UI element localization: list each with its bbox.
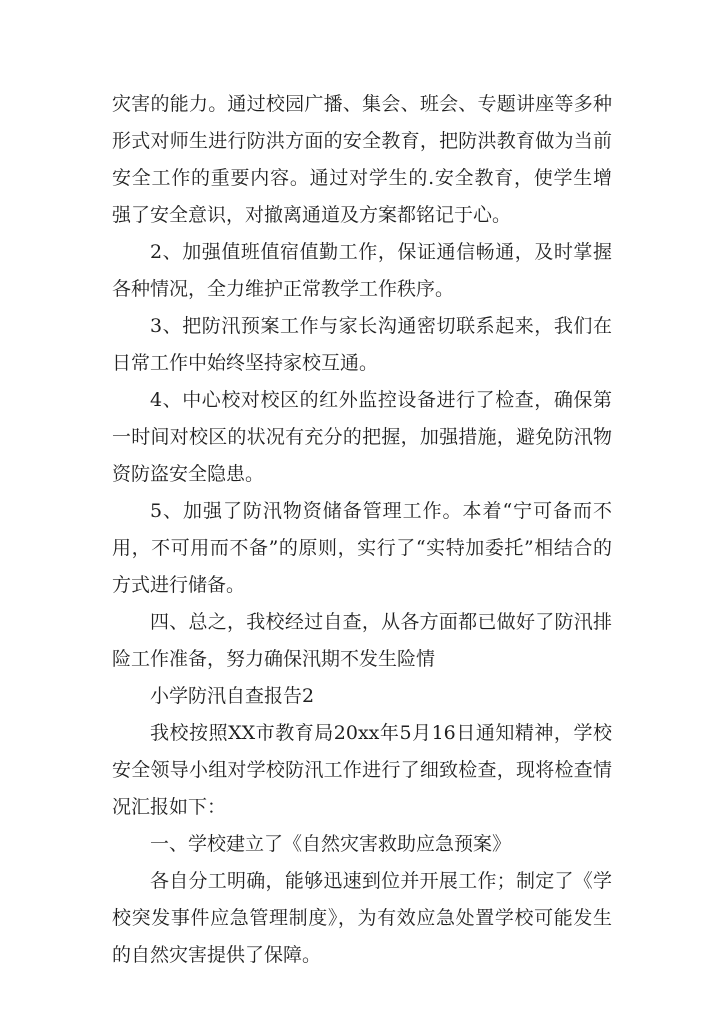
paragraph-item-2: 2、加强值班值宿值勤工作，保证通信畅通，及时掌握各种情况，全力维护正常教学工作秩序。 xyxy=(112,241,612,300)
paragraph-intro: 我校按照XX市教育局20xx年5月16日通知精神，学校安全领导小组对学校防汛工作进行了细致检查，现将检查情况汇报如下： xyxy=(112,722,612,818)
section-heading-1: 一、学校建立了《自然灾害救助应急预案》 xyxy=(150,833,512,855)
paragraph-item-5: 5、加强了防汛物资储备管理工作。本着“宁可备而不用，不可用而不备”的原则，实行了“实特加委托”相结合的方式进行储备。 xyxy=(112,500,612,596)
paragraph-item-4: 4、中心校对校区的红外监控设备进行了检查，确保第一时间对校区的状况有充分的把握，加强措施，避免防汛物资防盗安全隐患。 xyxy=(112,389,612,485)
paragraph-division-of-labor: 各自分工明确，能够迅速到位并开展工作；制定了《学校突发事件应急管理制度》，为有效应急处置学校可能发生的自然灾害提供了保障。 xyxy=(112,870,612,966)
paragraph-disaster-ability: 灾害的能力。通过校园广播、集会、班会、专题讲座等多种形式对师生进行防洪方面的安全教育，把防洪教育做为当前安全工作的重要内容。通过对学生的.安全教育，使学生增强了安全意识，对撤离通道及方案都铭记于心。 xyxy=(112,93,612,226)
paragraph-summary: 四、总之，我校经过自查，从各方面都已做好了防汛排险工作准备，努力确保汛期不发生险情 xyxy=(112,611,612,670)
document-body xyxy=(112,86,612,974)
paragraph-item-3: 3、把防汛预案工作与家长沟通密切联系起来，我们在日常工作中始终坚持家校互通。 xyxy=(112,315,612,374)
report-title-2: 小学防汛自查报告2 xyxy=(150,685,315,707)
